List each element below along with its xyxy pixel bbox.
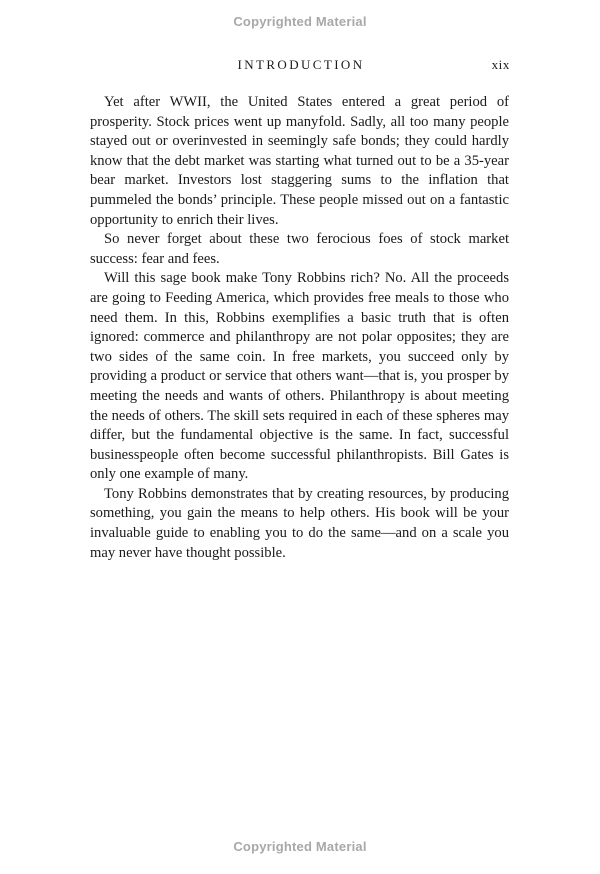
copyright-watermark-top: Copyrighted Material: [233, 14, 367, 29]
body-text: [90, 93, 509, 563]
paragraph: So never forget about these two ferocious foes of stock market success: fear and fees.: [90, 231, 509, 267]
running-head: [92, 57, 510, 75]
paragraph: Yet after WWII, the United States entered a great period of prosperity. Stock prices went up manyfold. Sadly, all too many people stayed out or overinvested in seemingly safe bonds; they could hardly know that the debt market was starting what turned out to be a 35-year bear market. Investors lost staggering sums to the inflation that pummeled the bonds’ principle. These people missed out on a fantastic opportunity to enrich their lives.: [90, 94, 509, 228]
paragraph: Will this sage book make Tony Robbins rich? No. All the proceeds are going to Feeding America, which provides free meals to those who need them. In this, Robbins exemplifies a basic truth that is often ignored: commerce and philanthropy are not polar opposites; they are two sides of the same coin. In free markets, you succeed only by providing a product or service that others want—that is, you prosper by meeting the needs and wants of others. Philanthropy is about meeting the needs of others. The skill sets required in each of these spheres may differ, but the fundamental objective is the same. In fact, successful businesspeople often become successful philanthropists. Bill Gates is only one example of many.: [90, 270, 509, 483]
chapter-title: INTRODUCTION: [237, 57, 365, 72]
copyright-watermark-bottom: Copyrighted Material: [233, 839, 367, 854]
page-number: xix: [491, 57, 510, 72]
paragraph: Tony Robbins demonstrates that by creating resources, by producing something, you gain the means to help others. His book will be your invaluable guide to enabling you to do the same—and on a scale you may never have thought possible.: [90, 485, 509, 561]
